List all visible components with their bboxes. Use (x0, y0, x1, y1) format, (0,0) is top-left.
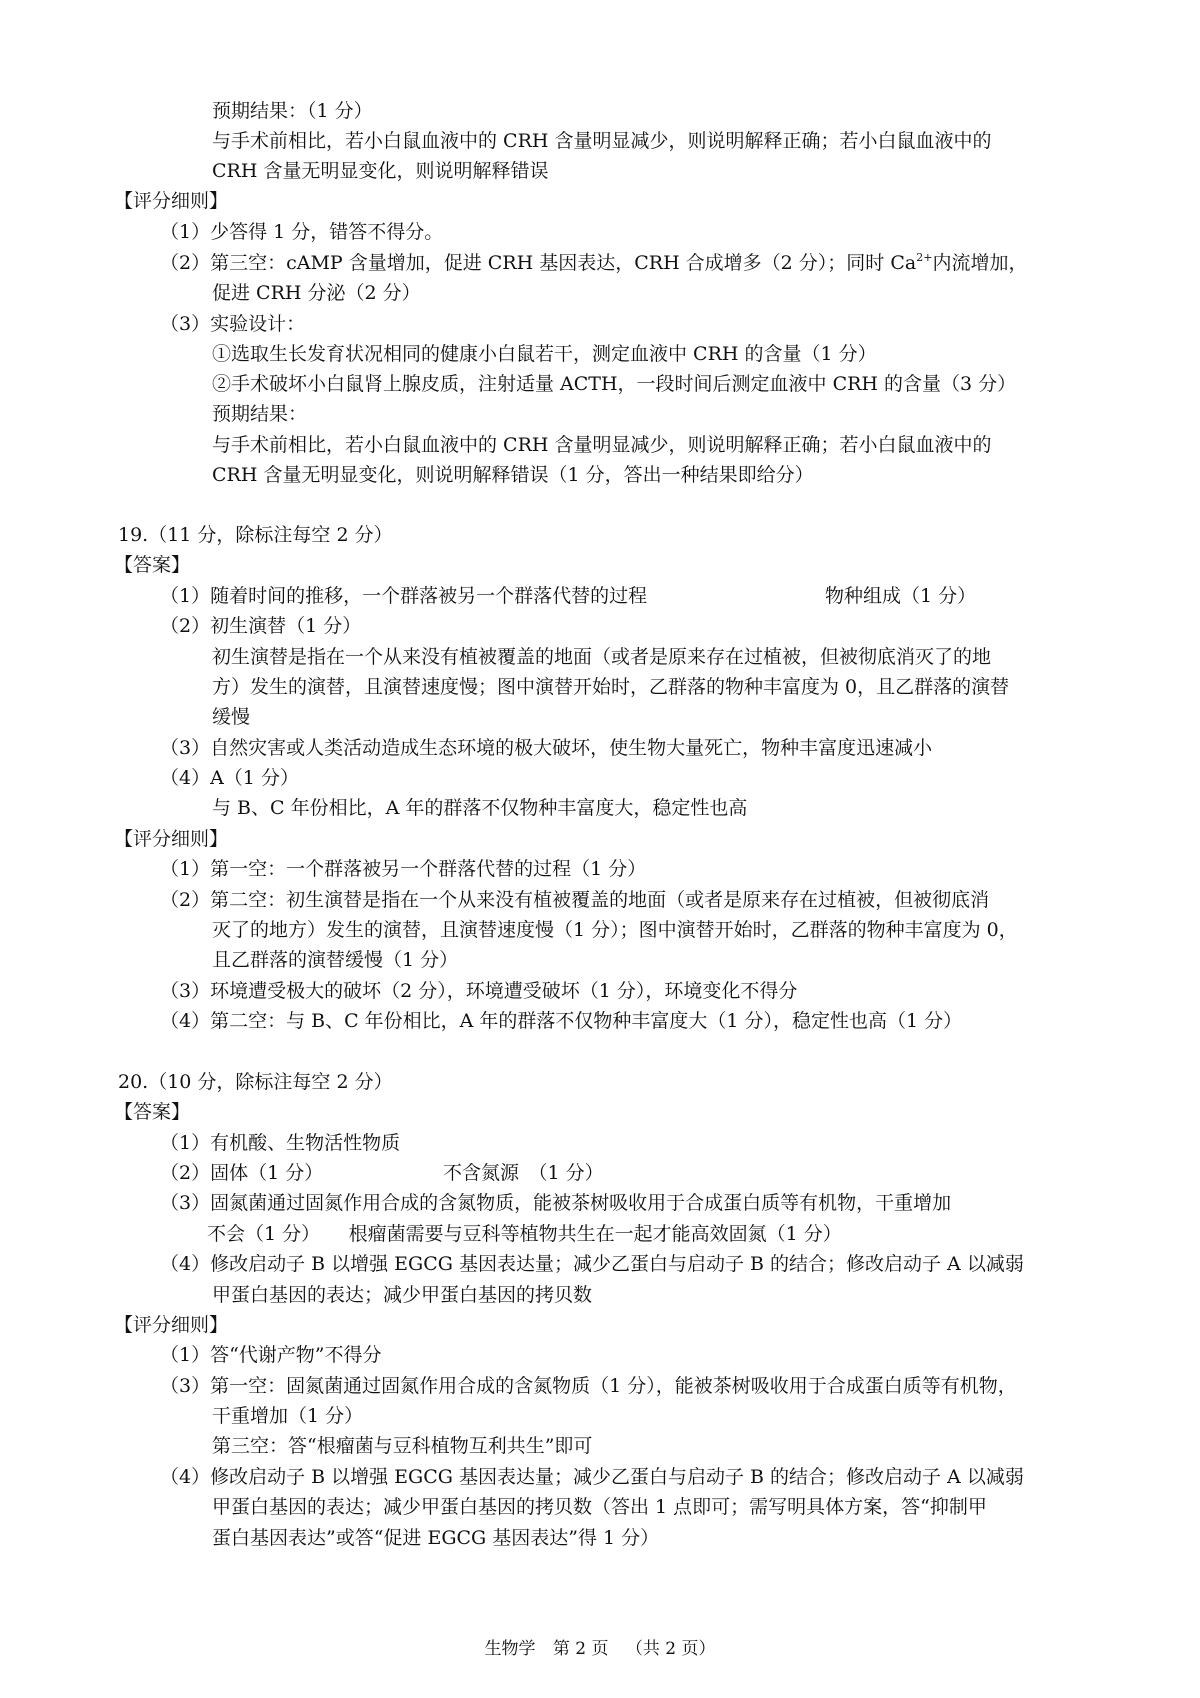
text-line: （3）固氮菌通过固氮作用合成的含氮物质，能被茶树吸收用于合成蛋白质等有机物，干重增加 (160, 1192, 952, 1214)
text-line: 【评分细则】 (114, 828, 229, 850)
text-line: 【评分细则】 (114, 190, 229, 212)
text-line: （1）第一空：一个群落被另一个群落代替的过程（1 分） (160, 858, 647, 880)
text-line: 甲蛋白基因的表达；减少甲蛋白基因的拷贝数 (212, 1284, 593, 1306)
text-line: 方）发生的演替，且演替速度慢；图中演替开始时，乙群落的物种丰富度为 0，且乙群落的演替 (212, 676, 1010, 698)
text-line: 干重增加（1 分） (212, 1405, 364, 1427)
footer-page-number: 第 2 页 (552, 1639, 609, 1659)
text-line: 【评分细则】 (114, 1314, 229, 1336)
page-footer (0, 1637, 1200, 1661)
text-line: 甲蛋白基因的表达；减少甲蛋白基因的拷贝数（答出 1 点即可；需写明具体方案，答“抑制甲 (212, 1496, 987, 1518)
text-line: （2）第二空：初生演替是指在一个从来没有植被覆盖的地面（或者是原来存在过植被，但被彻底消 (160, 889, 990, 911)
text-line: （1）有机酸、生物活性物质 (160, 1132, 401, 1154)
text-line: 缓慢 (212, 706, 251, 728)
text-line: （1）答“代谢产物”不得分 (160, 1344, 382, 1366)
text-line: 与手术前相比，若小白鼠血液中的 CRH 含量明显减少，则说明解释正确；若小白鼠血液中的 (212, 434, 992, 456)
text-line: 不会（1 分） 根瘤菌需要与豆科等植物共生在一起才能高效固氮（1 分） (207, 1223, 842, 1245)
text-line: （1）少答得 1 分，错答不得分。 (160, 221, 444, 243)
text-line: 19.（11 分，除标注每空 2 分） (118, 524, 393, 546)
text-line: ②手术破坏小白鼠肾上腺皮质，注射适量 ACTH，一段时间后测定血液中 CRH 的含量（3 分） (212, 373, 1017, 395)
text-line: 灭了的地方）发生的演替，且演替速度慢（1 分）；图中演替开始时，乙群落的物种丰富度为 0， (212, 919, 1018, 941)
text-line: CRH 含量无明显变化，则说明解释错误 (212, 160, 549, 182)
text-line: （1）随着时间的推移，一个群落被另一个群落代替的过程 (160, 585, 648, 607)
text-line: 不含氮源 （1 分） (443, 1162, 604, 1184)
text-line: （4）修改启动子 B 以增强 EGCG 基因表达量；减少乙蛋白与启动子 B 的结合；修改启动子 A 以减弱 (160, 1466, 1024, 1488)
text-line: （2）初生演替（1 分） (160, 615, 362, 637)
text-segment: 内流增加， (932, 252, 1028, 274)
superscript: 2+ (916, 251, 933, 264)
text-line: 初生演替是指在一个从来没有植被覆盖的地面（或者是原来存在过植被，但被彻底消灭了的地 (212, 646, 992, 668)
text-line: 【答案】 (114, 1101, 191, 1123)
text-line: 促进 CRH 分泌（2 分） (212, 282, 421, 304)
text-line: （2）固体（1 分） (160, 1162, 324, 1184)
text-line: 预期结果：（1 分） (212, 100, 373, 122)
text-line: 20.（10 分，除标注每空 2 分） (118, 1071, 393, 1093)
text-line (160, 249, 1027, 277)
text-line: （4）修改启动子 B 以增强 EGCG 基因表达量；减少乙蛋白与启动子 B 的结合；修改启动子 A 以减弱 (160, 1253, 1024, 1275)
text-line: 蛋白基因表达”或答“促进 EGCG 基因表达”得 1 分） (212, 1527, 660, 1549)
text-line: （4）第二空：与 B、C 年份相比，A 年的群落不仅物种丰富度大（1 分），稳定性也高（1 分） (160, 1010, 963, 1032)
text-line: 且乙群落的演替缓慢（1 分） (212, 949, 459, 971)
text-line: 预期结果： (212, 403, 308, 425)
footer-subject: 生物学 (484, 1639, 536, 1659)
text-line: ①选取生长发育状况相同的健康小白鼠若干，测定血液中 CRH 的含量（1 分） (212, 343, 877, 365)
text-line: （4）A（1 分） (160, 767, 299, 789)
footer-page-total: （共 2 页） (625, 1639, 716, 1659)
text-line: 第三空：答“根瘤菌与豆科植物互利共生”即可 (212, 1435, 593, 1457)
text-line: （3）实验设计： (160, 313, 306, 335)
text-line: （3）第一空：固氮菌通过固氮作用合成的含氮物质（1 分），能被茶树吸收用于合成蛋白质等有机物， (160, 1375, 1017, 1397)
text-line: 【答案】 (114, 554, 191, 576)
text-line: （3）环境遭受极大的破坏（2 分），环境遭受破坏（1 分），环境变化不得分 (160, 980, 798, 1002)
text-line: CRH 含量无明显变化，则说明解释错误（1 分，答出一种结果即给分） (212, 464, 814, 486)
text-line: 物种组成（1 分） (825, 585, 977, 607)
text-line: （3）自然灾害或人类活动造成生态环境的极大破坏，使生物大量死亡，物种丰富度迅速减小 (160, 737, 933, 759)
text-line: 与 B、C 年份相比，A 年的群落不仅物种丰富度大，稳定性也高 (212, 797, 748, 819)
text-line: 与手术前相比，若小白鼠血液中的 CRH 含量明显减少，则说明解释正确；若小白鼠血液中的 (212, 130, 992, 152)
text-segment: （2）第三空：cAMP 含量增加，促进 CRH 基因表达，CRH 合成增多（2 分）；同时 Ca (160, 252, 917, 274)
